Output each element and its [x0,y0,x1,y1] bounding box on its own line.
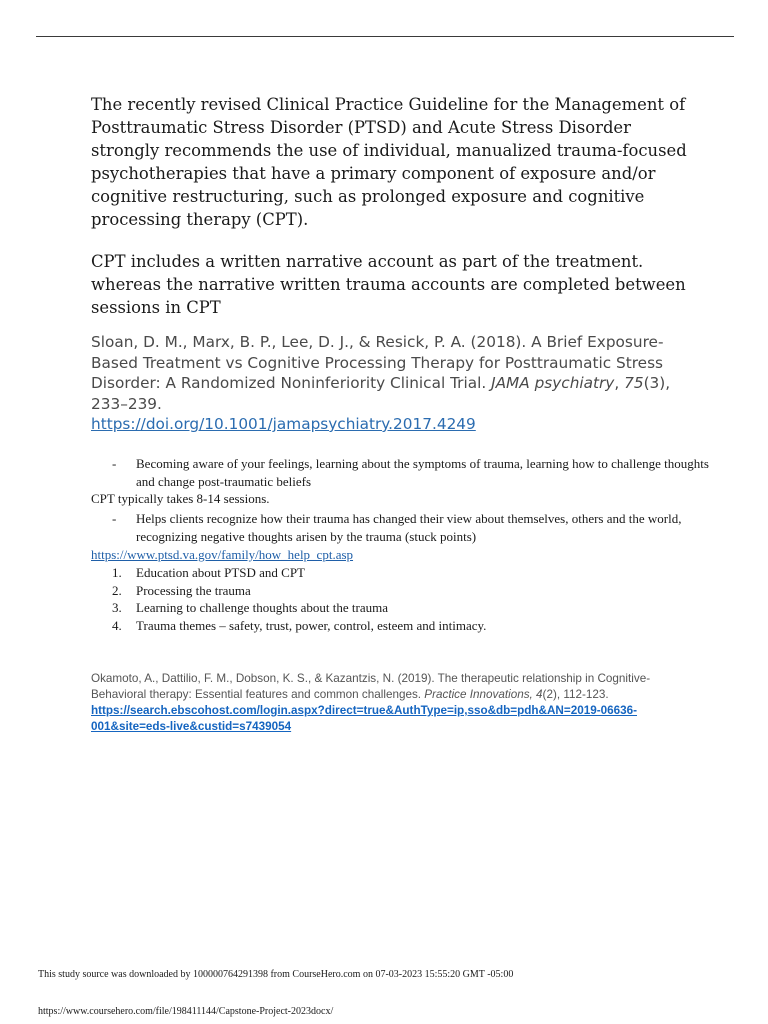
cpt-steps-list [91,564,486,634]
cpt-narrative-paragraph: CPT includes a written narrative account as part of the treatment. whereas the narrative written trauma accounts are completed between sessions in CPT [91,252,686,317]
ebsco-link[interactable]: https://search.ebscohost.com/login.aspx?direct=true&AuthType=ip,sso&db=pdh&AN=2019-06636-001&site=eds-live&custid=s7439054 [91,704,637,733]
list-item: 3. Learning to challenge thoughts about the trauma [112,600,388,615]
citation-authors: Okamoto, A., Dattilio, F. M., Dobson, K. S., & Kazantzis, N. (2019). The therapeutic relationship in Cognitive-Behavioral therapy: Essential features and common challenges. [91,672,651,701]
header-rule [36,36,734,37]
citation-volume: 75 [624,374,644,392]
sloan-citation: Sloan, D. M., Marx, B. P., Lee, D. J., & Resick, P. A. (2018). A Brief Exposure-Based Treatment vs Cognitive Processing Therapy for Posttraumatic Stress Disorder: A Randomized Noninferiority Clinical Trial. JAMA psychiatry, 75(3), 233–239. https://doi.org/10.1001/jamapsychiatry.2017.4249 [91,333,671,433]
guideline-paragraph: The recently revised Clinical Practice Guideline for the Management of Posttraumatic Stress Disorder (PTSD) and Acute Stress Disorder strongly recommends the use of individual, manualized trauma-focused psychotherapies that have a primary component of exposure and/or cognitive restructuring, such as prolonged exposure and cognitive processing therapy (CPT). [91,95,687,229]
citation-journal: Practice Innovations, 4 [424,688,543,701]
sessions-note: CPT typically takes 8-14 sessions. [91,491,270,506]
citation-journal: JAMA psychiatry [491,374,615,392]
bullet-recognize: Helps clients recognize how their trauma has changed their view about themselves, others and the world, recognizing negative thoughts arisen by the trauma (stuck points) [136,511,682,544]
doi-link[interactable]: https://doi.org/10.1001/jamapsychiatry.2017.4249 [91,415,476,433]
list-item: 4. Trauma themes – safety, trust, power, control, esteem and intimacy. [112,617,487,633]
citation-issue: (2), 112-123. [542,688,609,701]
download-note: This study source was downloaded by 100000764291398 from CourseHero.com on 07-03-2023 15:55:20 GMT -05:00 [38,969,514,980]
source-url: https://www.coursehero.com/file/198411144/Capstone-Project-2023docx/ [38,1006,334,1017]
ptsd-va-link[interactable]: https://www.ptsd.va.gov/family/how_help_cpt.asp [91,547,354,562]
list-item: 1. Education about PTSD and CPT [112,565,305,580]
okamoto-citation [91,671,691,735]
citation-issue: (3), 233–239. [91,374,671,413]
citation-authors: Sloan, D. M., Marx, B. P., Lee, D. J., & Resick, P. A. (2018). A Brief Exposure-Based Treatment vs Cognitive Processing Therapy for Posttraumatic Stress Disorder: A Randomized Noninferiority Clinical Trial. [91,333,664,392]
bullet-dash: - [112,511,117,526]
bullet-feelings: Becoming aware of your feelings, learning about the symptoms of trauma, learning how to challenge thoughts and change post-traumatic beliefs [136,456,709,489]
list-item: 2. Processing the trauma [112,582,251,598]
bullet-dash: - [112,456,117,471]
